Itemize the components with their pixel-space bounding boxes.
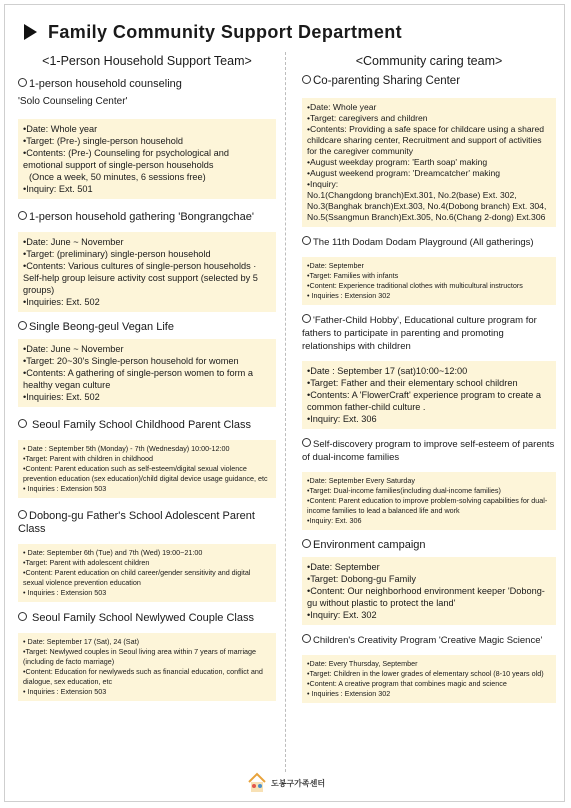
info-box: • Date: September 17 (Sat), 24 (Sat) •Target: Newlywed couples in Seoul living area within 7 years of marriage (including de facto marriage) •Content: Education for newlyweds such as financial education, conflict and dialogue, sex education, etc • Inquiries : Extension 503 — [18, 633, 276, 701]
info-box: •Date: Whole year •Target: caregivers and children •Contents: Providing a safe space for childcare using a shared childcare sharing center, Recruitment and support of activities for the caregiver community •August weekday program: 'Earth soap' making •August weekend program: 'Dreamcatcher' making •Inquiry: No.1(Changdong branch)Ext.301, No.2(base) Ext. 302, No.3(Banghak branch)Ext.303, No.4(Dobong branch) Ext. 304, No.5(Ssangmun Branch)Ext.305, No.6(Chang 2-dong) Ext.306 — [302, 98, 556, 227]
section-heading: Seoul Family School Childhood Parent Class — [18, 419, 276, 432]
section-heading: 1-person household gathering 'Bongrangchae' — [18, 211, 276, 224]
section-heading: Children's Creativity Program 'Creative Magic Science' — [302, 634, 556, 647]
circle-dot-icon — [302, 634, 311, 643]
section-heading: The 11th Dodam Dodam Playground (All gatherings) — [302, 236, 556, 249]
circle-dot-icon — [18, 612, 27, 621]
right-column — [302, 54, 556, 712]
circle-dot-icon — [302, 75, 311, 84]
circle-dot-icon — [18, 510, 27, 519]
play-triangle-icon — [24, 24, 37, 40]
info-box: •Date: September •Target: Families with infants •Content: Experience traditional clothes with multicultural instructors • Inquiries : Extension 302 — [302, 257, 556, 305]
info-box: • Date : September 5th (Monday) - 7th (Wednesday) 10:00-12:00 •Target: Parent with children in childhood •Content: Parent education such as self-esteem/digital sexual violence prevention education (sex education)/child digital device usage guidance, etc • Inquiries : Extension 503 — [18, 440, 276, 498]
info-box: •Date: September Every Saturday •Target: Dual-income families(including dual-income families) •Content: Parent education to improve problem-solving capabilities for dual-income families to lead a balanced life and work •Inquiry: Ext. 306 — [302, 472, 556, 530]
circle-dot-icon — [302, 236, 311, 245]
info-box: •Date : September 17 (sat)10:00~12:00 •Target: Father and their elementary school children •Contents: A 'FlowerCraft' experience program to create a common father-child culture . •Inquiry: Ext. 306 — [302, 361, 556, 429]
section-heading: Single Beong-geul Vegan Life — [18, 321, 276, 334]
house-logo-icon — [247, 772, 267, 794]
info-box: • Date: September 6th (Tue) and 7th (Wed) 19:00~21:00 •Target: Parent with adolescent children •Content: Parent education on child career/gender sensitivity and digital sexual violence prevention education • Inquiries : Extension 503 — [18, 544, 276, 602]
team-heading: <Community caring team> — [355, 54, 503, 68]
left-column — [18, 54, 276, 710]
info-box: •Date: Every Thursday, September •Target: Children in the lower grades of elementary school (8-10 years old) •Content: A creative program that combines magic and science • Inquiries : Extension 302 — [302, 655, 556, 703]
info-box: •Date: Whole year •Target: (Pre-) single-person household •Contents: (Pre-) Counseling for psychological and emotional support of single-person households (Once a week, 50 minutes, 6 sessions free) •Inquiry: Ext. 501 — [18, 119, 276, 199]
circle-dot-icon — [18, 211, 27, 220]
section-heading: Seoul Family School Newlywed Couple Class — [18, 612, 276, 625]
team-heading: <1-Person Household Support Team> — [42, 54, 252, 68]
circle-dot-icon — [302, 539, 311, 548]
section-heading: Environment campaign — [302, 539, 556, 552]
circle-dot-icon — [302, 314, 311, 323]
family-center-logo: 도봉구가족센터 — [247, 772, 325, 794]
section-subheading: 'Solo Counseling Center' — [18, 96, 128, 107]
page-title: Family Community Support Department — [24, 20, 402, 44]
circle-dot-icon — [18, 321, 27, 330]
circle-dot-icon — [302, 438, 311, 447]
section-heading: Co-parenting Sharing Center — [302, 75, 556, 88]
section-heading: Self-discovery program to improve self-esteem of parents of dual-income families — [302, 439, 555, 463]
circle-dot-icon — [18, 78, 27, 87]
column-divider — [285, 52, 286, 772]
info-box: •Date: June ~ November •Target: (preliminary) single-person household •Contents: Various cultures of single-person households · Self-help group leisure activity cost support (selected by 5 groups) •Inquiries: Ext. 502 — [18, 232, 276, 312]
circle-dot-icon — [18, 419, 27, 428]
section-heading: 1-person household counseling — [18, 78, 276, 91]
section-heading: Dobong-gu Father's School Adolescent Parent Class — [18, 510, 255, 535]
section-heading: 'Father-Child Hobby', Educational culture program for fathers to participate in parenting and promoting relationships with children — [302, 315, 537, 352]
info-box: •Date: June ~ November •Target: 20~30's Single-person household for women •Contents: A gathering of single-person women to form a healthy vegan culture •Inquiries: Ext. 502 — [18, 339, 276, 407]
info-box: •Date: September •Target: Dobong-gu Family •Content: Our neighborhood environment keeper 'Dobong-gu without plastic to protect the land' •Inquiry: Ext. 302 — [302, 557, 556, 625]
